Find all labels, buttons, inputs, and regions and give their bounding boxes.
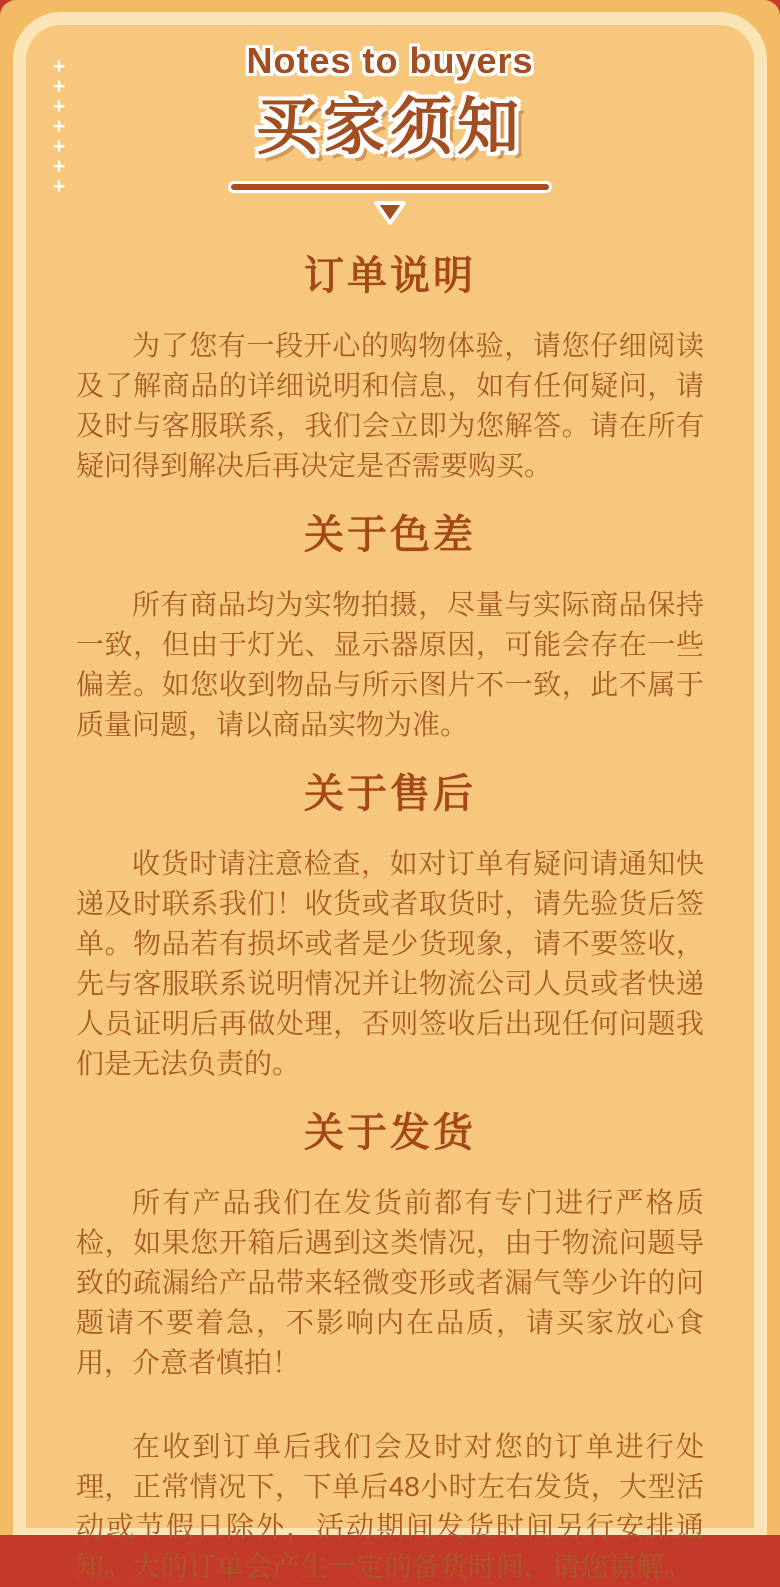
triangle-wrap (76, 199, 704, 227)
plus-icon: + (52, 175, 66, 198)
plus-icon: + (52, 155, 66, 178)
plus-icon: + (52, 135, 66, 158)
notice-content (13, 12, 767, 1582)
section-heading: 关于发货 (304, 1111, 476, 1155)
section-order-notes (76, 253, 704, 486)
section-shipping (76, 1110, 704, 1587)
section-heading: 订单说明 (304, 254, 476, 298)
section-paragraph: 在收到订单后我们会及时对您的订单进行处理，正常情况下，下单后48小时左右发货，大型活动或节假日除外，活动期间发货时间另行安排通知。大的订单会产生一定的备货时间，请您谅解。 (76, 1431, 704, 1582)
section-color-difference (76, 512, 704, 745)
section-heading: 关于色差 (304, 513, 476, 557)
section-paragraph: 所有商品均为实物拍摄，尽量与实际商品保持一致，但由于灯光、显示器原因，可能会存在一些偏差。如您收到物品与所示图片不一致，此不属于质量问题，请以商品实物为准。 (76, 589, 704, 740)
plus-icon: + (52, 55, 66, 78)
section-heading: 关于售后 (304, 772, 476, 816)
plus-icon: + (52, 75, 66, 98)
section-paragraph: 所有产品我们在发货前都有专门进行严格质检，如果您开箱后遇到这类情况，由于物流问题导致的疏漏给产品带来轻微变形或者漏气等少许的问题请不要着急，不影响内在品质，请买家放心食用，介意者慎拍！ (76, 1187, 704, 1378)
page-title-english: Notes to buyers (246, 40, 534, 81)
plus-icon: + (52, 95, 66, 118)
page-title-chinese: 买家须知 (255, 93, 524, 162)
down-triangle-icon (370, 199, 410, 227)
plus-icon: + (52, 115, 66, 138)
plus-decoration-column (47, 57, 71, 197)
section-paragraph: 收货时请注意检查，如对订单有疑问请通知快递及时联系我们！收货或者取货时，请先验货后签单。物品若有损坏或者是少货现象，请不要签收，先与客服联系说明情况并让物流公司人员或者快递人员证明后再做处理，否则签收后出现任何问题我们是无法负责的。 (76, 848, 704, 1079)
title-divider-line (231, 184, 549, 190)
section-paragraph: 为了您有一段开心的购物体验，请您仔细阅读及了解商品的详细说明和信息，如有任何疑问，请及时与客服联系，我们会立即为您解答。请在所有疑问得到解决后再决定是否需要购买。 (76, 330, 704, 481)
section-after-sales (76, 771, 704, 1084)
